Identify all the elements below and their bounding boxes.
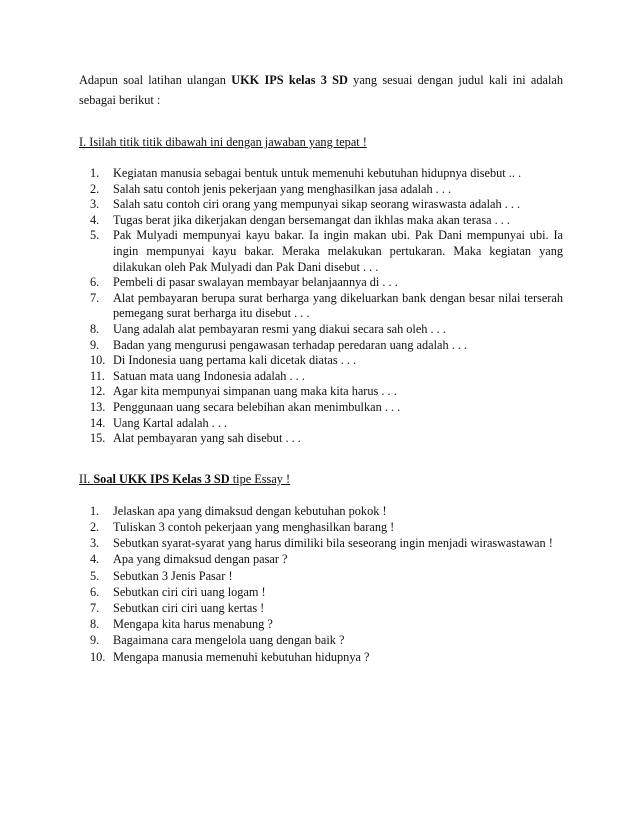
question-text: Penggunaan uang secara belebihan akan menimbulkan . . . <box>113 399 401 414</box>
question-number: 14. <box>90 415 106 430</box>
question-item <box>79 197 563 213</box>
question-text: Kegiatan manusia sebagai bentuk untuk memenuhi kebutuhan hidupnya disebut .. . <box>113 166 522 180</box>
essay-text: Apa yang dimaksud dengan pasar ? <box>113 552 288 567</box>
question-text: Di Indonesia uang pertama kali dicetak diatas . . . <box>113 353 357 368</box>
question-number: 4. <box>90 212 100 227</box>
essay-item <box>79 568 563 584</box>
question-number: 5. <box>90 228 100 243</box>
essay-text: Sebutkan syarat-syarat yang harus dimiliki bila seseorang ingin menjadi wiraswastawan ! <box>113 536 553 551</box>
question-item <box>79 322 563 338</box>
intro-text-end: yang sesuai dengan judul kali ini adalah sebagai berikut : <box>79 73 563 107</box>
question-number: 3. <box>90 197 100 212</box>
section-2-prefix: II. <box>79 471 94 486</box>
essay-text: Bagaimana cara mengelola uang dengan baik ? <box>113 633 345 648</box>
intro-bold-title: UKK IPS kelas 3 SD <box>231 73 348 87</box>
question-item <box>79 275 563 291</box>
essay-questions-list <box>79 503 563 665</box>
question-number: 8. <box>90 321 100 336</box>
question-text: Badan yang mengurusi pengawasan terhadap peredaran uang adalah . . . <box>113 337 468 352</box>
question-number: 10. <box>90 353 106 368</box>
essay-number: 1. <box>90 503 100 518</box>
section-2-title <box>79 469 563 489</box>
essay-text: Sebutkan ciri ciri uang logam ! <box>113 584 266 599</box>
question-number: 1. <box>90 166 100 180</box>
essay-item <box>79 632 563 648</box>
question-text: Pembeli di pasar swalayan membayar belanjaannya di . . . <box>113 275 398 290</box>
question-number: 7. <box>90 290 100 305</box>
question-item <box>79 400 563 416</box>
question-text: Tugas berat jika dikerjakan dengan bersemangat dan ikhlas maka akan terasa . . . <box>113 212 511 227</box>
essay-number: 4. <box>90 552 100 567</box>
question-item <box>79 431 563 447</box>
essay-item <box>79 584 563 600</box>
question-text: Alat pembayaran berupa surat berharga yang dikeluarkan bank dengan besar nilai terserah pemegang surat berharga itu disebut . . . <box>113 290 563 321</box>
question-number: 15. <box>90 431 106 446</box>
question-item <box>79 228 563 275</box>
question-item <box>79 166 563 182</box>
question-item <box>79 416 563 432</box>
essay-number: 10. <box>90 649 106 664</box>
question-item <box>79 369 563 385</box>
essay-text: Tuliskan 3 contoh pekerjaan yang menghasilkan barang ! <box>113 519 395 534</box>
question-text: Agar kita mempunyai simpanan uang maka kita harus . . . <box>113 384 397 399</box>
essay-text: Jelaskan apa yang dimaksud dengan kebutuhan pokok ! <box>113 503 387 518</box>
question-item <box>79 182 563 198</box>
essay-item <box>79 519 563 535</box>
essay-text: Mengapa kita harus menabung ? <box>113 617 273 632</box>
section-2-bold-title: Soal UKK IPS Kelas 3 SD <box>93 471 230 486</box>
question-text: Uang adalah alat pembayaran resmi yang diakui secara sah oleh . . . <box>113 321 446 336</box>
question-text: Satuan mata uang Indonesia adalah . . . <box>113 368 305 383</box>
question-item <box>79 291 563 322</box>
question-number: 13. <box>90 399 106 414</box>
fill-in-questions-list <box>79 166 563 447</box>
essay-number: 7. <box>90 600 100 615</box>
essay-item <box>79 503 563 519</box>
question-number: 6. <box>90 275 100 290</box>
question-text: Pak Mulyadi mempunyai kayu bakar. Ia ingin makan ubi. Pak Dani mempunyai ubi. Ia ingin mempunyai kayu bakar. Meraka melakukan pertukaran. Maka kegiatan yang dilakukan oleh Pak Mulyadi dan Pak Dani disebut . . . <box>113 228 563 274</box>
essay-number: 8. <box>90 617 100 632</box>
question-text: Salah satu contoh jenis pekerjaan yang menghasilkan jasa adalah . . . <box>113 181 452 196</box>
essay-number: 6. <box>90 584 100 599</box>
document-page <box>79 70 563 665</box>
essay-text: Sebutkan ciri ciri uang kertas ! <box>113 600 265 615</box>
essay-number: 5. <box>90 568 100 583</box>
essay-item <box>79 649 563 665</box>
essay-number: 2. <box>90 519 100 534</box>
essay-item <box>79 616 563 632</box>
question-text: Uang Kartal adalah . . . <box>113 415 228 430</box>
essay-number: 3. <box>90 536 100 551</box>
question-number: 11. <box>90 368 105 383</box>
essay-text: Mengapa manusia memenuhi kebutuhan hidupnya ? <box>113 649 370 664</box>
essay-text: Sebutkan 3 Jenis Pasar ! <box>113 568 233 583</box>
essay-item <box>79 600 563 616</box>
question-item <box>79 213 563 229</box>
question-number: 12. <box>90 384 106 399</box>
section-1-title: I. Isilah titik titik dibawah ini dengan jawaban yang tepat ! <box>79 135 367 149</box>
section-2-suffix: tipe Essay ! <box>229 471 291 486</box>
question-text: Salah satu contoh ciri orang yang mempunyai sikap seorang wiraswasta adalah . . . <box>113 197 521 212</box>
question-item <box>79 353 563 369</box>
essay-number: 9. <box>90 633 100 648</box>
question-item <box>79 338 563 354</box>
essay-item <box>79 535 563 551</box>
intro-paragraph <box>79 70 563 110</box>
question-text: Alat pembayaran yang sah disebut . . . <box>113 431 301 446</box>
intro-text-start: Adapun soal latihan ulangan <box>79 73 232 87</box>
question-number: 9. <box>90 337 100 352</box>
essay-item <box>79 551 563 567</box>
question-number: 2. <box>90 181 100 196</box>
question-item <box>79 384 563 400</box>
